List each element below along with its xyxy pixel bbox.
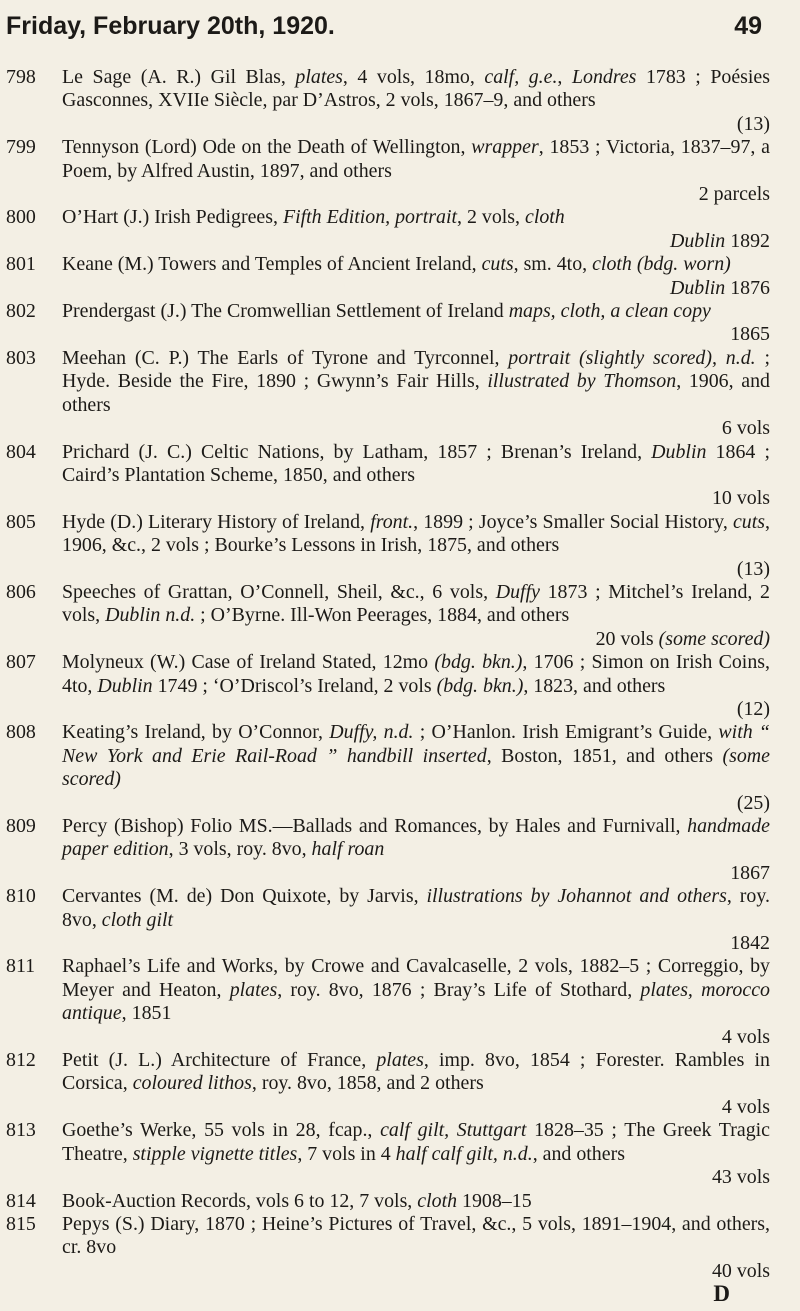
lot-entry	[6, 253, 770, 300]
lot-text: Book-Auction Records, vols 6 to 12, 7 vols, cloth 1908–15	[62, 1189, 532, 1212]
lot-description	[62, 1213, 770, 1283]
lot-description	[62, 1190, 770, 1213]
lot-quantity: (25)	[736, 791, 770, 814]
lot-number: 805	[6, 510, 36, 533]
lot-number: 809	[6, 815, 36, 837]
lot-number: 814	[6, 1189, 36, 1212]
lot-number: 807	[6, 651, 36, 674]
lot-entry	[6, 1119, 770, 1189]
lot-entry	[6, 1213, 770, 1283]
lot-number: 800	[6, 206, 36, 229]
lot-description	[62, 1119, 770, 1189]
lot-number: 808	[6, 721, 36, 744]
lot-number: 812	[6, 1049, 36, 1072]
lot-number: 799	[6, 136, 36, 159]
lot-quantity: (13)	[736, 557, 770, 580]
lot-text: Molyneux (W.) Case of Ireland Stated, 12mo (bdg. bkn.), 1706 ; Simon on Irish Coins, 4to, Dublin 1749 ; ‘O’Driscol’s Ireland, 2 vols (bdg. bkn.), 1823, and others	[62, 651, 770, 697]
lot-quantity: Dublin 1892	[669, 229, 770, 252]
lot-text: Raphael’s Life and Works, by Crowe and Cavalcaselle, 2 vols, 1882–5 ; Correggio, by Meyer and Heaton, plates, roy. 8vo, 1876 ; Bray’s Life of Stothard, plates, morocco antique, 1851	[62, 955, 770, 1025]
lot-number: 806	[6, 580, 36, 603]
lot-text: Percy (Bishop) Folio MS.—Ballads and Romances, by Hales and Furnivall, handmade paper edition, 3 vols, roy. 8vo, half roan	[62, 815, 770, 861]
lot-quantity: 20 vols (some scored)	[595, 627, 770, 650]
lot-text: Petit (J. L.) Architecture of France, plates, imp. 8vo, 1854 ; Forester. Rambles in Corsica, coloured lithos, roy. 8vo, 1858, and 2 others	[62, 1049, 770, 1095]
lot-number: 798	[6, 66, 36, 88]
lot-text: Pepys (S.) Diary, 1870 ; Heine’s Pictures of Travel, &c., 5 vols, 1891–1904, and others, cr. 8vo	[62, 1212, 770, 1259]
lot-description	[62, 66, 770, 136]
lot-quantity: 2 parcels	[698, 183, 770, 206]
lot-number: 801	[6, 253, 36, 276]
lot-text: Keating’s Ireland, by O’Connor, Duffy, n.d. ; O’Hanlon. Irish Emigrant’s Guide, with “ New York and Erie Rail-Road ” handbill inserted, Boston, 1851, and others (some scored)	[62, 721, 770, 791]
lot-entry	[6, 441, 770, 511]
lot-quantity: 1867	[730, 861, 770, 884]
signature-mark: D	[713, 1281, 730, 1307]
lot-entry	[6, 1049, 770, 1119]
lot-text: Cervantes (M. de) Don Quixote, by Jarvis, illustrations by Johannot and others, roy. 8vo, cloth gilt	[62, 885, 770, 931]
lot-description	[62, 511, 770, 581]
lot-text: O’Hart (J.) Irish Pedigrees, Fifth Edition, portrait, 2 vols, cloth	[62, 206, 565, 229]
lot-quantity: 40 vols	[711, 1259, 770, 1282]
lot-entry	[6, 651, 770, 721]
lot-entry	[6, 66, 770, 136]
lot-entry	[6, 721, 770, 815]
lot-number: 813	[6, 1119, 36, 1142]
lot-description	[62, 815, 770, 885]
lot-quantity: 10 vols	[711, 487, 770, 510]
lot-description	[62, 347, 770, 441]
lot-quantity: Dublin 1876	[669, 276, 770, 299]
lot-description	[62, 206, 770, 253]
lot-description	[62, 721, 770, 815]
lot-entry	[6, 300, 770, 347]
page-number: 49	[734, 12, 762, 40]
lot-entry	[6, 581, 770, 651]
lot-entry	[6, 206, 770, 253]
lot-text: Le Sage (A. R.) Gil Blas, plates, 4 vols, 18mo, calf, g.e., Londres 1783 ; Poésies Gasconnes, XVIIe Siècle, par D’Astros, 2 vols, 1867–9, and others	[62, 66, 770, 112]
lot-text: Tennyson (Lord) Ode on the Death of Wellington, wrapper, 1853 ; Victoria, 1837–97, a Poem, by Alfred Austin, 1897, and others	[62, 136, 770, 182]
lot-quantity: 43 vols	[711, 1166, 770, 1189]
lot-description	[62, 441, 770, 511]
lot-quantity: 4 vols	[721, 1095, 770, 1118]
lot-description	[62, 651, 770, 721]
lot-text: Prichard (J. C.) Celtic Nations, by Latham, 1857 ; Brenan’s Ireland, Dublin 1864 ; Caird’s Plantation Scheme, 1850, and others	[62, 440, 770, 486]
lot-number: 810	[6, 885, 36, 908]
lot-entry	[6, 955, 770, 1049]
lot-text: Goethe’s Werke, 55 vols in 28, fcap., calf gilt, Stuttgart 1828–35 ; The Greek Tragic Theatre, stipple vignette titles, 7 vols in 4 half calf gilt, n.d., and others	[62, 1119, 770, 1165]
lot-quantity: 6 vols	[721, 417, 770, 440]
lot-quantity: 4 vols	[721, 1025, 770, 1048]
lot-description	[62, 581, 770, 651]
lot-quantity: (12)	[736, 697, 770, 720]
lot-description	[62, 136, 770, 206]
lot-text: Speeches of Grattan, O’Connell, Sheil, &c., 6 vols, Duffy 1873 ; Mitchel’s Ireland, 2 vols, Dublin n.d. ; O’Byrne. Ill-Won Peerages, 1884, and others	[62, 580, 770, 627]
lot-description	[62, 885, 770, 955]
page-header	[6, 12, 770, 62]
lot-entry	[6, 1190, 770, 1213]
page-date: Friday, February 20th, 1920.	[6, 12, 335, 40]
lot-number: 802	[6, 300, 36, 323]
lot-description	[62, 253, 770, 300]
lot-number: 804	[6, 440, 36, 463]
lot-description	[62, 955, 770, 1049]
lot-number: 815	[6, 1212, 36, 1235]
lot-quantity: 1842	[730, 932, 770, 955]
lot-description	[62, 300, 770, 347]
lot-number: 811	[6, 955, 36, 978]
lot-text: Keane (M.) Towers and Temples of Ancient Ireland, cuts, sm. 4to, cloth (bdg. worn)	[62, 253, 731, 276]
lot-quantity: 1865	[730, 323, 770, 346]
lot-description	[62, 1049, 770, 1119]
lot-number: 803	[6, 346, 36, 369]
lot-entry	[6, 347, 770, 441]
lot-text: Hyde (D.) Literary History of Ireland, front., 1899 ; Joyce’s Smaller Social History, cuts, 1906, &c., 2 vols ; Bourke’s Lessons in Irish, 1875, and others	[62, 510, 770, 557]
lot-quantity: (13)	[736, 112, 770, 135]
lot-entry	[6, 511, 770, 581]
lot-entry	[6, 136, 770, 206]
lot-entry	[6, 815, 770, 885]
lot-text: Meehan (C. P.) The Earls of Tyrone and Tyrconnel, portrait (slightly scored), n.d. ; Hyde. Beside the Fire, 1890 ; Gwynn’s Fair Hills, illustrated by Thomson, 1906, and others	[62, 346, 770, 416]
lot-entry	[6, 885, 770, 955]
lot-list	[6, 66, 770, 1283]
lot-text: Prendergast (J.) The Cromwellian Settlement of Ireland maps, cloth, a clean copy	[62, 300, 711, 323]
